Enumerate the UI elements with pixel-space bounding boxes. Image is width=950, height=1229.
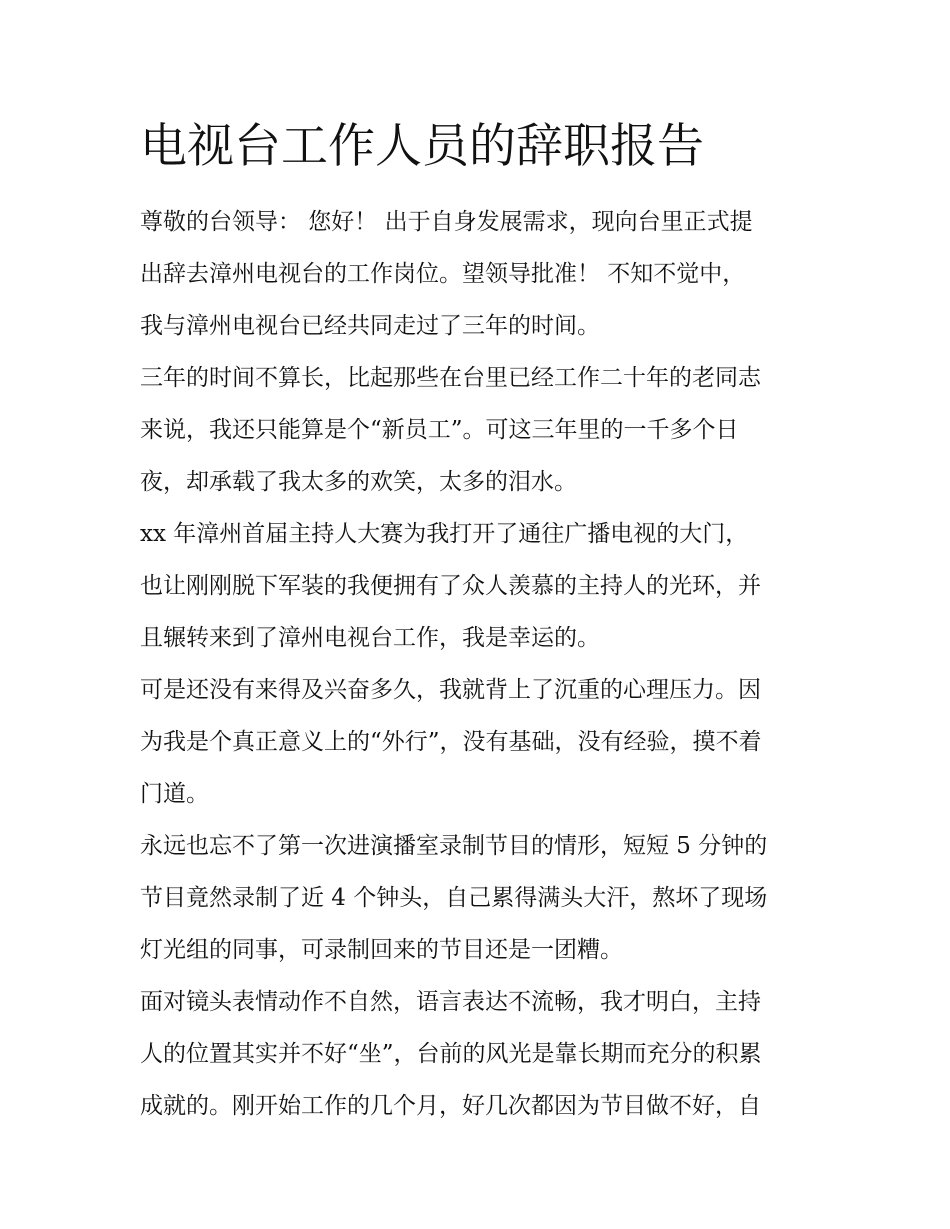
paragraph-line: 为我是个真正意义上的“外行”，没有基础，没有经验，摸不着 xyxy=(140,729,762,755)
paragraph-line: 出辞去漳州电视台的工作岗位。望领导批准！ 不知不觉中， xyxy=(140,261,746,287)
paragraph-line: 三年的时间不算长，比起那些在台里已经工作二十年的老同志 xyxy=(140,365,761,391)
paragraph-line: 门道。 xyxy=(140,781,209,807)
paragraph-line: 来说，我还只能算是个“新员工”。可这三年里的一千多个日 xyxy=(140,417,739,443)
paragraph-line: 灯光组的同事，可录制回来的节目还是一团糟。 xyxy=(140,937,623,963)
paragraph-5 xyxy=(140,820,820,976)
paragraph-line: 也让刚刚脱下军装的我便拥有了众人羡慕的主持人的光环，并 xyxy=(140,573,761,599)
paragraph-2 xyxy=(140,352,820,508)
paragraph-line: 我与漳州电视台已经共同走过了三年的时间。 xyxy=(140,313,600,339)
paragraph-line: xx 年漳州首届主持人大赛为我打开了通往广播电视的大门， xyxy=(140,521,749,547)
paragraph-line: 可是还没有来得及兴奋多久，我就背上了沉重的心理压力。因 xyxy=(140,677,761,703)
paragraph-line: 面对镜头表情动作不自然，语言表达不流畅，我才明白，主持 xyxy=(140,989,761,1015)
document-body xyxy=(140,196,820,1132)
document-title: 电视台工作人员的辞职报告 xyxy=(140,119,704,174)
paragraph-line: 人的位置其实并不好“坐”，台前的风光是靠长期而充分的积累 xyxy=(140,1041,762,1067)
paragraph-line: 夜，却承载了我太多的欢笑，太多的泪水。 xyxy=(140,469,577,495)
paragraph-1 xyxy=(140,196,820,352)
paragraph-4 xyxy=(140,664,820,820)
paragraph-3 xyxy=(140,508,820,664)
paragraph-line: 成就的。刚开始工作的几个月，好几次都因为节目做不好，自 xyxy=(140,1093,761,1119)
paragraph-line: 尊敬的台领导： 您好！ 出于自身发展需求，现向台里正式提 xyxy=(140,209,753,235)
paragraph-line: 永远也忘不了第一次进演播室录制节目的情形，短短 5 分钟的 xyxy=(140,833,768,859)
paragraph-line: 节目竟然录制了近 4 个钟头，自己累得满头大汗，熬坏了现场 xyxy=(140,885,768,911)
paragraph-6 xyxy=(140,976,820,1132)
paragraph-line: 且辗转来到了漳州电视台工作，我是幸运的。 xyxy=(140,625,600,651)
